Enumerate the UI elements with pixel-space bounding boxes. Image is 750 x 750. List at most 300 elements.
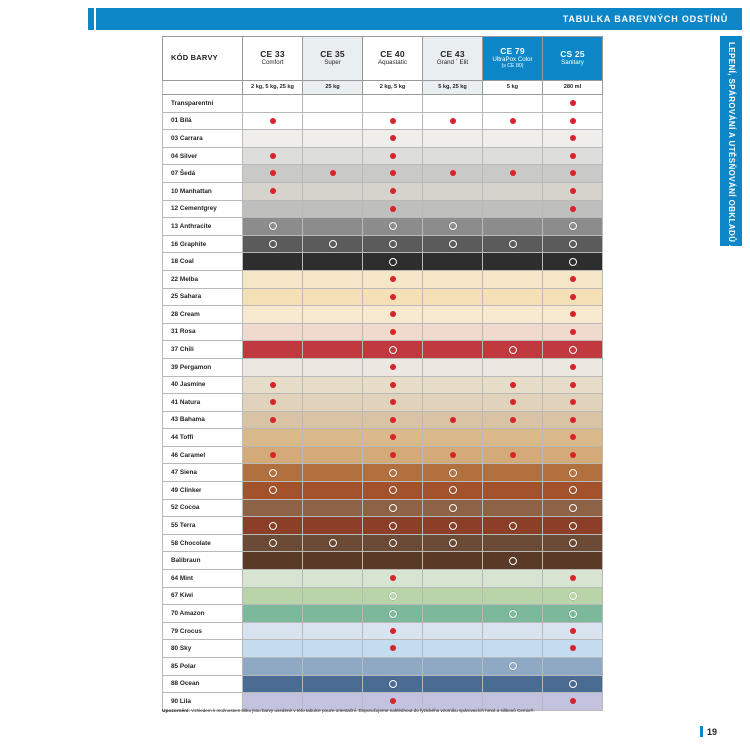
availability-dot-icon — [390, 434, 396, 440]
availability-cell — [483, 253, 543, 271]
color-code-label: 85 Polar — [163, 658, 243, 676]
availability-cell — [303, 218, 363, 236]
table-row — [163, 517, 603, 535]
availability-dot-icon — [390, 382, 396, 388]
section-side-tab-label: LEPENÍ, SPÁROVÁNÍ A UTĚSŇOVÁNÍ OBKLADŮ A DLAŽEB — [727, 42, 736, 289]
availability-cell — [243, 358, 303, 376]
table-row — [163, 270, 603, 288]
availability-dot-icon — [270, 399, 276, 405]
color-code-label: 01 Bílá — [163, 112, 243, 130]
availability-cell — [303, 358, 363, 376]
availability-cell — [423, 675, 483, 693]
availability-cell — [543, 605, 603, 623]
availability-cell — [543, 95, 603, 113]
table-row — [163, 182, 603, 200]
availability-cell — [363, 429, 423, 447]
packaging-size: 5 kg, 25 kg — [423, 81, 483, 95]
availability-cell — [483, 165, 543, 183]
availability-ring-icon — [449, 522, 457, 530]
color-code-label: 28 Cream — [163, 306, 243, 324]
packaging-size: 2 kg, 5 kg — [363, 81, 423, 95]
color-code-label: 22 Melba — [163, 270, 243, 288]
color-table-wrapper — [162, 36, 602, 711]
availability-cell — [243, 218, 303, 236]
availability-cell — [303, 622, 363, 640]
availability-ring-icon — [389, 240, 397, 248]
availability-dot-icon — [270, 452, 276, 458]
color-code-label: 03 Carrara — [163, 130, 243, 148]
availability-ring-icon — [509, 557, 517, 565]
availability-cell — [423, 112, 483, 130]
availability-dot-icon — [570, 276, 576, 282]
availability-cell — [303, 570, 363, 588]
availability-cell — [303, 165, 363, 183]
color-code-label: 67 Kiwi — [163, 587, 243, 605]
availability-dot-icon — [510, 417, 516, 423]
product-name: CE 35 — [320, 48, 345, 59]
availability-cell — [483, 517, 543, 535]
table-row — [163, 446, 603, 464]
availability-ring-icon — [569, 504, 577, 512]
availability-cell — [303, 675, 363, 693]
color-shade-table — [162, 36, 603, 711]
availability-cell — [423, 200, 483, 218]
color-code-label: 49 Clinker — [163, 482, 243, 500]
availability-cell — [303, 552, 363, 570]
availability-ring-icon — [569, 222, 577, 230]
availability-ring-icon — [389, 486, 397, 494]
availability-cell — [303, 112, 363, 130]
availability-cell — [243, 235, 303, 253]
product-sub: Aquastatic — [378, 59, 407, 67]
availability-cell — [483, 376, 543, 394]
availability-cell — [483, 552, 543, 570]
availability-cell — [303, 658, 363, 676]
availability-cell — [363, 235, 423, 253]
availability-ring-icon — [449, 240, 457, 248]
availability-cell — [423, 622, 483, 640]
availability-cell — [363, 411, 423, 429]
color-code-label: 41 Natura — [163, 394, 243, 412]
availability-cell — [423, 165, 483, 183]
table-row — [163, 235, 603, 253]
color-code-label: 55 Terra — [163, 517, 243, 535]
availability-cell — [543, 552, 603, 570]
availability-cell — [543, 570, 603, 588]
table-row — [163, 658, 603, 676]
color-code-label: 64 Mint — [163, 570, 243, 588]
availability-cell — [543, 376, 603, 394]
availability-dot-icon — [390, 399, 396, 405]
availability-ring-icon — [449, 469, 457, 477]
table-row — [163, 200, 603, 218]
availability-cell — [243, 95, 303, 113]
availability-cell — [483, 482, 543, 500]
availability-cell — [243, 394, 303, 412]
availability-ring-icon — [569, 610, 577, 618]
page-header-bar — [96, 8, 742, 30]
availability-dot-icon — [510, 452, 516, 458]
availability-cell — [543, 165, 603, 183]
table-row — [163, 358, 603, 376]
availability-ring-icon — [269, 486, 277, 494]
column-header-code: KÓD BARVY — [163, 37, 243, 81]
availability-cell — [483, 306, 543, 324]
table-row — [163, 675, 603, 693]
color-code-label: 79 Crocus — [163, 622, 243, 640]
availability-cell — [243, 446, 303, 464]
availability-cell — [423, 95, 483, 113]
availability-cell — [483, 341, 543, 359]
availability-dot-icon — [510, 118, 516, 124]
availability-dot-icon — [390, 294, 396, 300]
availability-dot-icon — [570, 188, 576, 194]
availability-cell — [363, 446, 423, 464]
packaging-blank — [163, 81, 243, 95]
table-body — [163, 95, 603, 711]
availability-cell — [543, 658, 603, 676]
availability-ring-icon — [509, 240, 517, 248]
availability-dot-icon — [390, 452, 396, 458]
table-row — [163, 147, 603, 165]
color-code-label: 31 Rosa — [163, 323, 243, 341]
availability-cell — [423, 499, 483, 517]
availability-ring-icon — [389, 346, 397, 354]
availability-ring-icon — [509, 522, 517, 530]
availability-ring-icon — [569, 469, 577, 477]
availability-cell — [243, 552, 303, 570]
availability-cell — [363, 341, 423, 359]
availability-cell — [363, 605, 423, 623]
color-code-label: 88 Ocean — [163, 675, 243, 693]
availability-cell — [543, 534, 603, 552]
availability-ring-icon — [389, 592, 397, 600]
product-name: CE 40 — [380, 48, 405, 59]
disclaimer-note — [162, 708, 602, 715]
table-row — [163, 605, 603, 623]
availability-cell — [303, 130, 363, 148]
color-code-label: 37 Chili — [163, 341, 243, 359]
availability-cell — [423, 253, 483, 271]
availability-cell — [483, 429, 543, 447]
availability-dot-icon — [510, 399, 516, 405]
availability-cell — [363, 640, 423, 658]
color-code-label: 39 Pergamon — [163, 358, 243, 376]
availability-cell — [243, 675, 303, 693]
availability-cell — [543, 394, 603, 412]
availability-dot-icon — [570, 118, 576, 124]
availability-cell — [303, 499, 363, 517]
availability-dot-icon — [450, 417, 456, 423]
availability-cell — [423, 534, 483, 552]
color-code-label: 70 Amazon — [163, 605, 243, 623]
availability-cell — [363, 587, 423, 605]
availability-cell — [423, 640, 483, 658]
table-row — [163, 218, 603, 236]
product-name: CS 25 — [560, 48, 585, 59]
availability-ring-icon — [509, 610, 517, 618]
availability-ring-icon — [569, 680, 577, 688]
availability-cell — [303, 95, 363, 113]
availability-cell — [483, 499, 543, 517]
availability-cell — [243, 270, 303, 288]
availability-dot-icon — [270, 118, 276, 124]
availability-dot-icon — [390, 417, 396, 423]
availability-cell — [303, 235, 363, 253]
availability-cell — [363, 306, 423, 324]
product-name: CE 33 — [260, 48, 285, 59]
availability-ring-icon — [389, 504, 397, 512]
color-code-label: 90 Lila — [163, 693, 243, 711]
availability-cell — [243, 376, 303, 394]
availability-cell — [303, 147, 363, 165]
availability-dot-icon — [390, 188, 396, 194]
availability-cell — [423, 323, 483, 341]
availability-ring-icon — [389, 539, 397, 547]
color-code-label: 04 Silver — [163, 147, 243, 165]
availability-cell — [543, 446, 603, 464]
product-sub: Grand ´ Elit — [436, 59, 469, 67]
availability-ring-icon — [509, 662, 517, 670]
packaging-row — [163, 81, 603, 95]
availability-dot-icon — [450, 452, 456, 458]
page-number: 19 — [707, 726, 718, 737]
column-header-product — [483, 37, 543, 81]
availability-cell — [423, 147, 483, 165]
availability-cell — [483, 147, 543, 165]
availability-ring-icon — [269, 469, 277, 477]
availability-cell — [303, 253, 363, 271]
availability-cell — [483, 182, 543, 200]
availability-cell — [543, 200, 603, 218]
availability-cell — [543, 499, 603, 517]
availability-dot-icon — [390, 206, 396, 212]
availability-dot-icon — [270, 188, 276, 194]
availability-cell — [423, 517, 483, 535]
availability-ring-icon — [569, 592, 577, 600]
product-sub2: (s CE 80) — [501, 63, 524, 70]
availability-ring-icon — [329, 240, 337, 248]
availability-cell — [303, 517, 363, 535]
availability-cell — [303, 411, 363, 429]
availability-ring-icon — [569, 258, 577, 266]
availability-dot-icon — [570, 698, 576, 704]
availability-cell — [423, 306, 483, 324]
availability-cell — [543, 288, 603, 306]
availability-cell — [303, 341, 363, 359]
availability-cell — [483, 394, 543, 412]
availability-cell — [363, 658, 423, 676]
topbar-left-tick — [88, 8, 94, 30]
availability-cell — [543, 130, 603, 148]
availability-cell — [243, 306, 303, 324]
availability-cell — [543, 675, 603, 693]
column-header-product — [243, 37, 303, 81]
availability-cell — [483, 640, 543, 658]
availability-dot-icon — [270, 153, 276, 159]
color-code-label: Transparentní — [163, 95, 243, 113]
availability-ring-icon — [389, 469, 397, 477]
availability-cell — [303, 464, 363, 482]
availability-cell — [363, 182, 423, 200]
availability-dot-icon — [570, 170, 576, 176]
table-row — [163, 622, 603, 640]
availability-cell — [303, 376, 363, 394]
availability-dot-icon — [390, 698, 396, 704]
color-code-label: 07 Šedá — [163, 165, 243, 183]
availability-cell — [483, 235, 543, 253]
availability-ring-icon — [509, 346, 517, 354]
availability-cell — [483, 675, 543, 693]
availability-cell — [543, 270, 603, 288]
availability-cell — [303, 200, 363, 218]
color-code-label: 18 Coal — [163, 253, 243, 271]
table-row — [163, 376, 603, 394]
availability-ring-icon — [269, 240, 277, 248]
column-header-product — [303, 37, 363, 81]
availability-cell — [423, 587, 483, 605]
color-code-label: 52 Cocoa — [163, 499, 243, 517]
availability-cell — [303, 323, 363, 341]
table-row — [163, 165, 603, 183]
availability-cell — [423, 376, 483, 394]
availability-dot-icon — [510, 382, 516, 388]
availability-cell — [363, 253, 423, 271]
color-code-label: 40 Jasmine — [163, 376, 243, 394]
availability-cell — [243, 640, 303, 658]
availability-cell — [243, 182, 303, 200]
availability-cell — [303, 587, 363, 605]
table-row — [163, 288, 603, 306]
availability-cell — [363, 358, 423, 376]
availability-cell — [483, 218, 543, 236]
availability-cell — [543, 218, 603, 236]
availability-cell — [363, 288, 423, 306]
availability-cell — [483, 411, 543, 429]
availability-cell — [243, 200, 303, 218]
availability-cell — [243, 658, 303, 676]
column-header-product — [543, 37, 603, 81]
availability-cell — [423, 552, 483, 570]
availability-dot-icon — [570, 434, 576, 440]
availability-cell — [243, 482, 303, 500]
availability-cell — [543, 358, 603, 376]
availability-cell — [363, 323, 423, 341]
availability-cell — [243, 464, 303, 482]
table-row — [163, 587, 603, 605]
availability-cell — [243, 429, 303, 447]
availability-dot-icon — [390, 311, 396, 317]
availability-cell — [243, 587, 303, 605]
color-code-label: 16 Graphite — [163, 235, 243, 253]
availability-cell — [243, 341, 303, 359]
availability-cell — [363, 499, 423, 517]
table-row — [163, 394, 603, 412]
availability-cell — [423, 182, 483, 200]
availability-cell — [243, 147, 303, 165]
availability-cell — [423, 570, 483, 588]
color-code-label: 10 Manhattan — [163, 182, 243, 200]
table-row — [163, 429, 603, 447]
availability-cell — [363, 218, 423, 236]
packaging-size: 2 kg, 5 kg, 25 kg — [243, 81, 303, 95]
table-row — [163, 95, 603, 113]
availability-ring-icon — [389, 222, 397, 230]
column-header-product — [423, 37, 483, 81]
availability-cell — [483, 200, 543, 218]
availability-dot-icon — [390, 575, 396, 581]
availability-cell — [423, 235, 483, 253]
availability-dot-icon — [570, 575, 576, 581]
availability-cell — [423, 288, 483, 306]
availability-dot-icon — [570, 628, 576, 634]
availability-cell — [363, 147, 423, 165]
availability-cell — [303, 446, 363, 464]
availability-cell — [303, 394, 363, 412]
availability-dot-icon — [570, 382, 576, 388]
table-row — [163, 323, 603, 341]
availability-cell — [543, 182, 603, 200]
page-footer — [700, 726, 717, 737]
availability-cell — [543, 341, 603, 359]
color-code-label: 58 Chocolate — [163, 534, 243, 552]
packaging-size: 5 kg — [483, 81, 543, 95]
product-sub: Super — [324, 59, 341, 67]
availability-ring-icon — [569, 522, 577, 530]
availability-dot-icon — [390, 276, 396, 282]
availability-dot-icon — [570, 645, 576, 651]
availability-cell — [483, 95, 543, 113]
table-row — [163, 464, 603, 482]
availability-cell — [303, 534, 363, 552]
availability-cell — [303, 640, 363, 658]
availability-cell — [243, 165, 303, 183]
availability-ring-icon — [389, 522, 397, 530]
availability-dot-icon — [570, 399, 576, 405]
availability-cell — [483, 358, 543, 376]
availability-cell — [243, 570, 303, 588]
table-row — [163, 499, 603, 517]
table-row — [163, 253, 603, 271]
availability-ring-icon — [269, 222, 277, 230]
table-row — [163, 112, 603, 130]
availability-ring-icon — [389, 258, 397, 266]
availability-cell — [363, 482, 423, 500]
availability-cell — [483, 622, 543, 640]
availability-cell — [543, 253, 603, 271]
availability-cell — [363, 112, 423, 130]
availability-dot-icon — [450, 170, 456, 176]
table-row — [163, 130, 603, 148]
color-code-label: Balibraun — [163, 552, 243, 570]
availability-cell — [543, 235, 603, 253]
table-header-row — [163, 37, 603, 81]
table-row — [163, 411, 603, 429]
availability-dot-icon — [570, 294, 576, 300]
availability-cell — [483, 112, 543, 130]
availability-ring-icon — [449, 539, 457, 547]
availability-cell — [483, 587, 543, 605]
availability-cell — [543, 517, 603, 535]
availability-cell — [543, 587, 603, 605]
availability-cell — [303, 270, 363, 288]
availability-dot-icon — [570, 417, 576, 423]
availability-cell — [423, 429, 483, 447]
availability-dot-icon — [450, 118, 456, 124]
availability-cell — [363, 394, 423, 412]
availability-cell — [483, 270, 543, 288]
availability-ring-icon — [269, 522, 277, 530]
